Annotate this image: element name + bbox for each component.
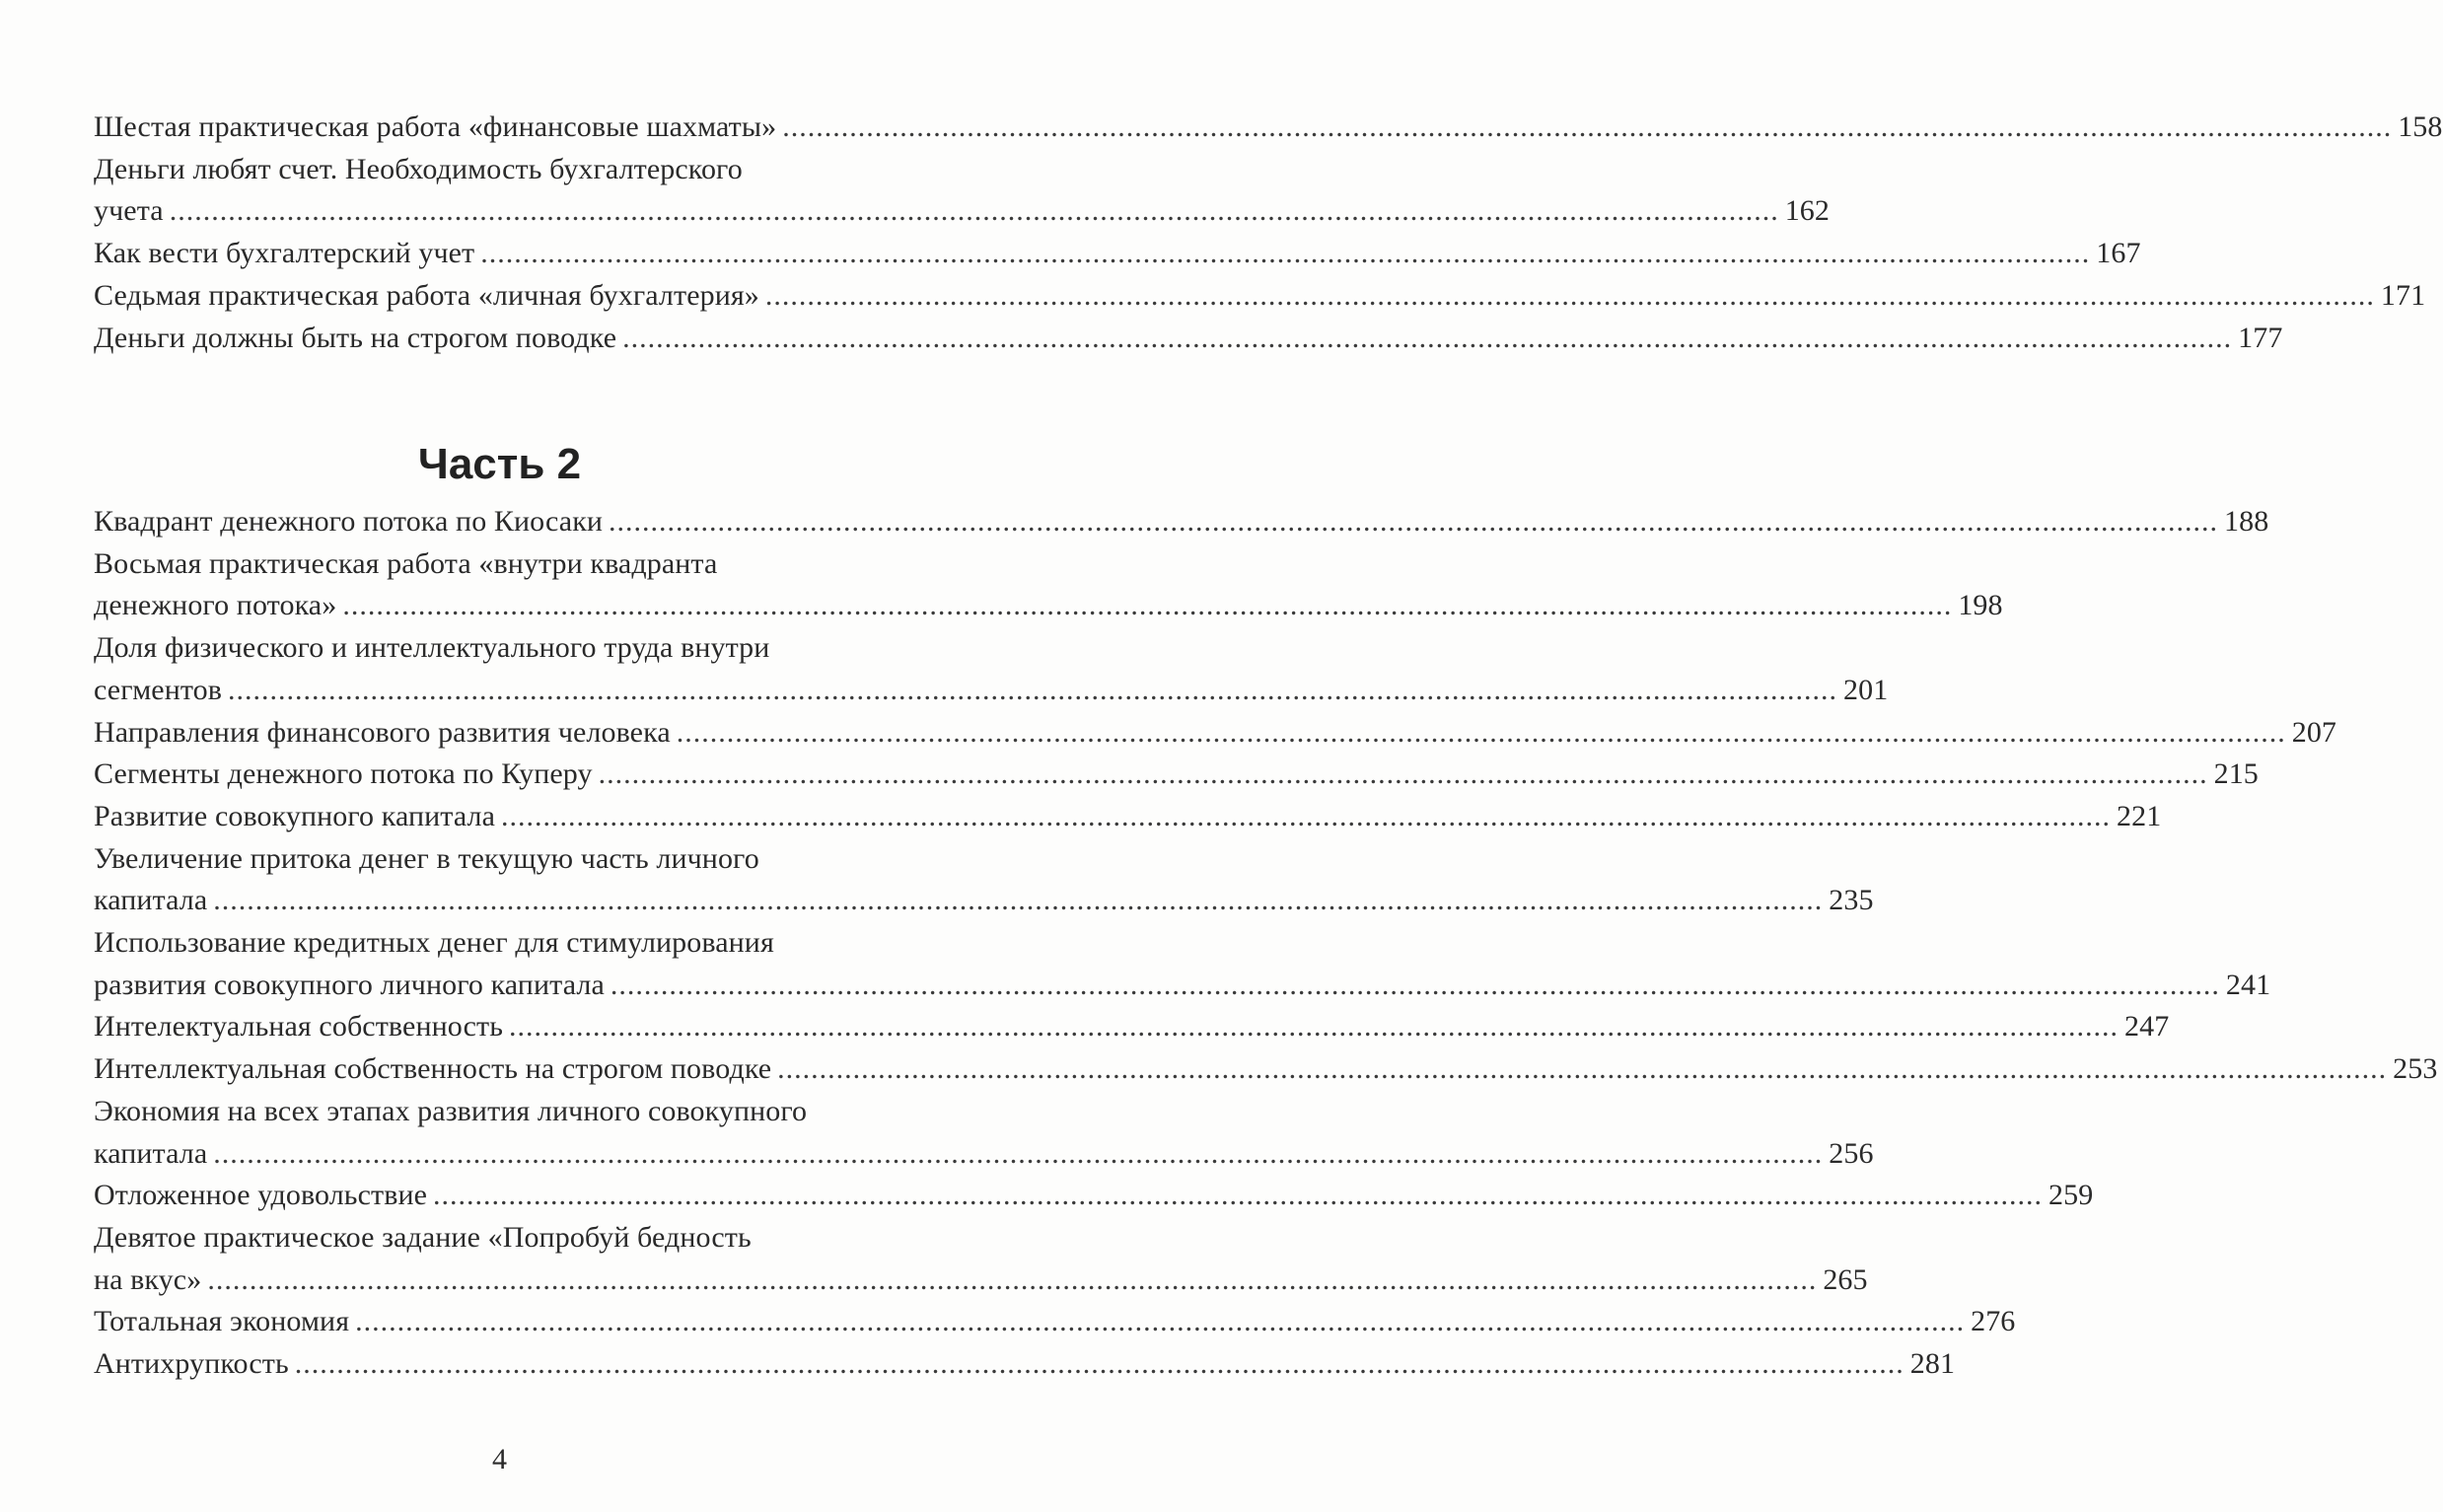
part-heading: Часть 2 <box>417 440 582 488</box>
toc-entry <box>94 1301 2016 1343</box>
toc-entry-page-number: 201 <box>1843 673 1889 706</box>
toc-entry-row <box>94 585 2003 627</box>
toc-entry <box>94 318 2283 360</box>
toc-entry-row <box>94 1301 2016 1343</box>
dot-leader <box>342 585 1952 627</box>
toc-entry-page-number: 158 <box>2398 110 2443 143</box>
toc-entry <box>94 796 2162 838</box>
toc-entry-title: денежного потока» <box>94 589 337 622</box>
toc-entry-page-number: 265 <box>1823 1262 1868 1296</box>
toc-entry-row <box>94 1006 2170 1048</box>
toc-entry-title-line: Увеличение притока денег в текущую часть личного <box>94 841 759 875</box>
toc-entry-page-number: 215 <box>2213 757 2259 791</box>
toc-entry <box>94 712 2337 755</box>
toc-entry-row <box>94 1260 1868 1302</box>
toc-entry-title: учета <box>94 194 164 228</box>
toc-entry-page-number: 256 <box>1829 1136 1874 1170</box>
dot-leader <box>509 1006 2119 1048</box>
toc-entry <box>94 754 2259 796</box>
toc-entry <box>94 543 2003 627</box>
toc-entry-title: капитала <box>94 1136 208 1170</box>
toc-entry-row <box>94 965 2271 1007</box>
toc-entry-title-line: Девятое практическое задание «Попробуй бедность <box>94 1220 752 1254</box>
toc-entry-title: Развитие совокупного капитала <box>94 799 496 832</box>
toc-entry-title: Деньги должны быть на строгом поводке <box>94 321 617 354</box>
dot-leader <box>677 712 2286 755</box>
toc-list-part2 <box>94 501 2438 1386</box>
toc-entry <box>94 1091 1874 1175</box>
toc-entry-page-number: 276 <box>1971 1305 2016 1338</box>
toc-entry-row <box>94 233 2141 275</box>
toc-entry-page-number: 235 <box>1829 884 1874 917</box>
toc-entry-row <box>94 796 2162 838</box>
toc-entry-row <box>94 1175 2094 1217</box>
toc-entry-page-number: 247 <box>2124 1010 2170 1044</box>
toc-entry-title-line: Доля физического и интеллектуального труда внутри <box>94 631 770 665</box>
toc-entry-row <box>94 318 2283 360</box>
toc-entry-title: Сегменты денежного потока по Куперу <box>94 757 593 791</box>
toc-entry-title: Седьмая практическая работа «личная бухгалтерия» <box>94 278 759 312</box>
dot-leader <box>295 1343 1904 1386</box>
toc-entry-page-number: 221 <box>2117 799 2162 832</box>
toc-entry <box>94 275 2426 318</box>
toc-entry <box>94 1048 2438 1091</box>
toc-entry-title: сегментов <box>94 673 223 706</box>
toc-entry-page-number: 167 <box>2096 237 2141 270</box>
toc-entry-page-number: 241 <box>2225 968 2271 1001</box>
toc-entry-page-number: 177 <box>2238 321 2283 354</box>
toc-entry-row <box>94 712 2337 755</box>
dot-leader <box>228 670 1837 712</box>
dot-leader <box>213 880 1823 922</box>
toc-entry <box>94 233 2141 275</box>
toc-entry-page-number: 207 <box>2291 715 2337 749</box>
dot-leader <box>622 318 2232 360</box>
toc-entry-row <box>94 1343 1956 1386</box>
toc-entry-row <box>94 107 2443 149</box>
dot-leader <box>207 1260 1817 1302</box>
toc-entry-title: Тотальная экономия <box>94 1305 350 1338</box>
dot-leader <box>599 754 2208 796</box>
dot-leader <box>777 1048 2387 1091</box>
toc-entry <box>94 1217 1868 1301</box>
toc-entry <box>94 501 2269 543</box>
dot-leader <box>355 1301 1965 1343</box>
toc-entry <box>94 922 2271 1006</box>
toc-entry <box>94 107 2443 149</box>
toc-entry <box>94 149 1831 233</box>
toc-entry-page-number: 162 <box>1784 194 1831 228</box>
toc-entry-page-number: 281 <box>1909 1347 1956 1381</box>
toc-entry-title-line: Экономия на всех этапах развития личного совокупного <box>94 1094 808 1127</box>
toc-entry-row <box>94 880 1874 922</box>
dot-leader <box>170 190 1779 233</box>
toc-entry-title: Как вести бухгалтерский учет <box>94 237 475 270</box>
toc-entry-page-number: 188 <box>2224 505 2269 538</box>
toc-entry-row <box>94 1048 2438 1091</box>
toc-entry-row <box>94 275 2426 318</box>
dot-leader <box>433 1175 2043 1217</box>
toc-entry-title-line: Восьмая практическая работа «внутри квадранта <box>94 546 718 580</box>
toc-entry-page-number: 259 <box>2048 1179 2094 1212</box>
toc-entry <box>94 1343 1956 1386</box>
toc-entry-title: Интелектуальная собственность <box>94 1010 504 1044</box>
toc-entry-row <box>94 1133 1874 1176</box>
dot-leader <box>782 107 2392 149</box>
toc-entry-title: капитала <box>94 884 208 917</box>
toc-list-part1 <box>94 107 2443 359</box>
toc-entry-row <box>94 670 1889 712</box>
toc-entry-title: Антихрупкость <box>94 1347 289 1381</box>
dot-leader <box>609 501 2218 543</box>
toc-entry <box>94 1175 2094 1217</box>
dot-leader <box>765 275 2375 318</box>
toc-entry-title: Отложенное удовольствие <box>94 1179 428 1212</box>
toc-entry-row <box>94 501 2269 543</box>
toc-entry-row <box>94 754 2259 796</box>
toc-entry-page-number: 198 <box>1958 589 2003 622</box>
toc-entry-title: на вкус» <box>94 1262 202 1296</box>
toc-entry-page-number: 171 <box>2380 278 2426 312</box>
toc-entry-title: Квадрант денежного потока по Киосаки <box>94 505 604 538</box>
dot-leader <box>213 1133 1823 1176</box>
toc-entry <box>94 838 1874 922</box>
toc-entry-title: Направления финансового развития человека <box>94 715 671 749</box>
toc-entry-row <box>94 190 1831 233</box>
dot-leader <box>501 796 2111 838</box>
toc-entry-title-line: Деньги любят счет. Необходимость бухгалтерского <box>94 152 743 185</box>
toc-entry-title: Шестая практическая работа «финансовые шахматы» <box>94 110 777 143</box>
toc-entry-page-number: 253 <box>2393 1052 2438 1086</box>
toc-entry-title-line: Использование кредитных денег для стимулирования <box>94 926 774 960</box>
dot-leader <box>611 965 2220 1007</box>
dot-leader <box>480 233 2090 275</box>
toc-entry <box>94 1006 2170 1048</box>
toc-entry <box>94 627 1889 711</box>
toc-entry-title: Интеллектуальная собственность на строгом поводке <box>94 1052 772 1086</box>
page-number: 4 <box>492 1443 507 1476</box>
toc-entry-title: развития совокупного личного капитала <box>94 968 605 1001</box>
